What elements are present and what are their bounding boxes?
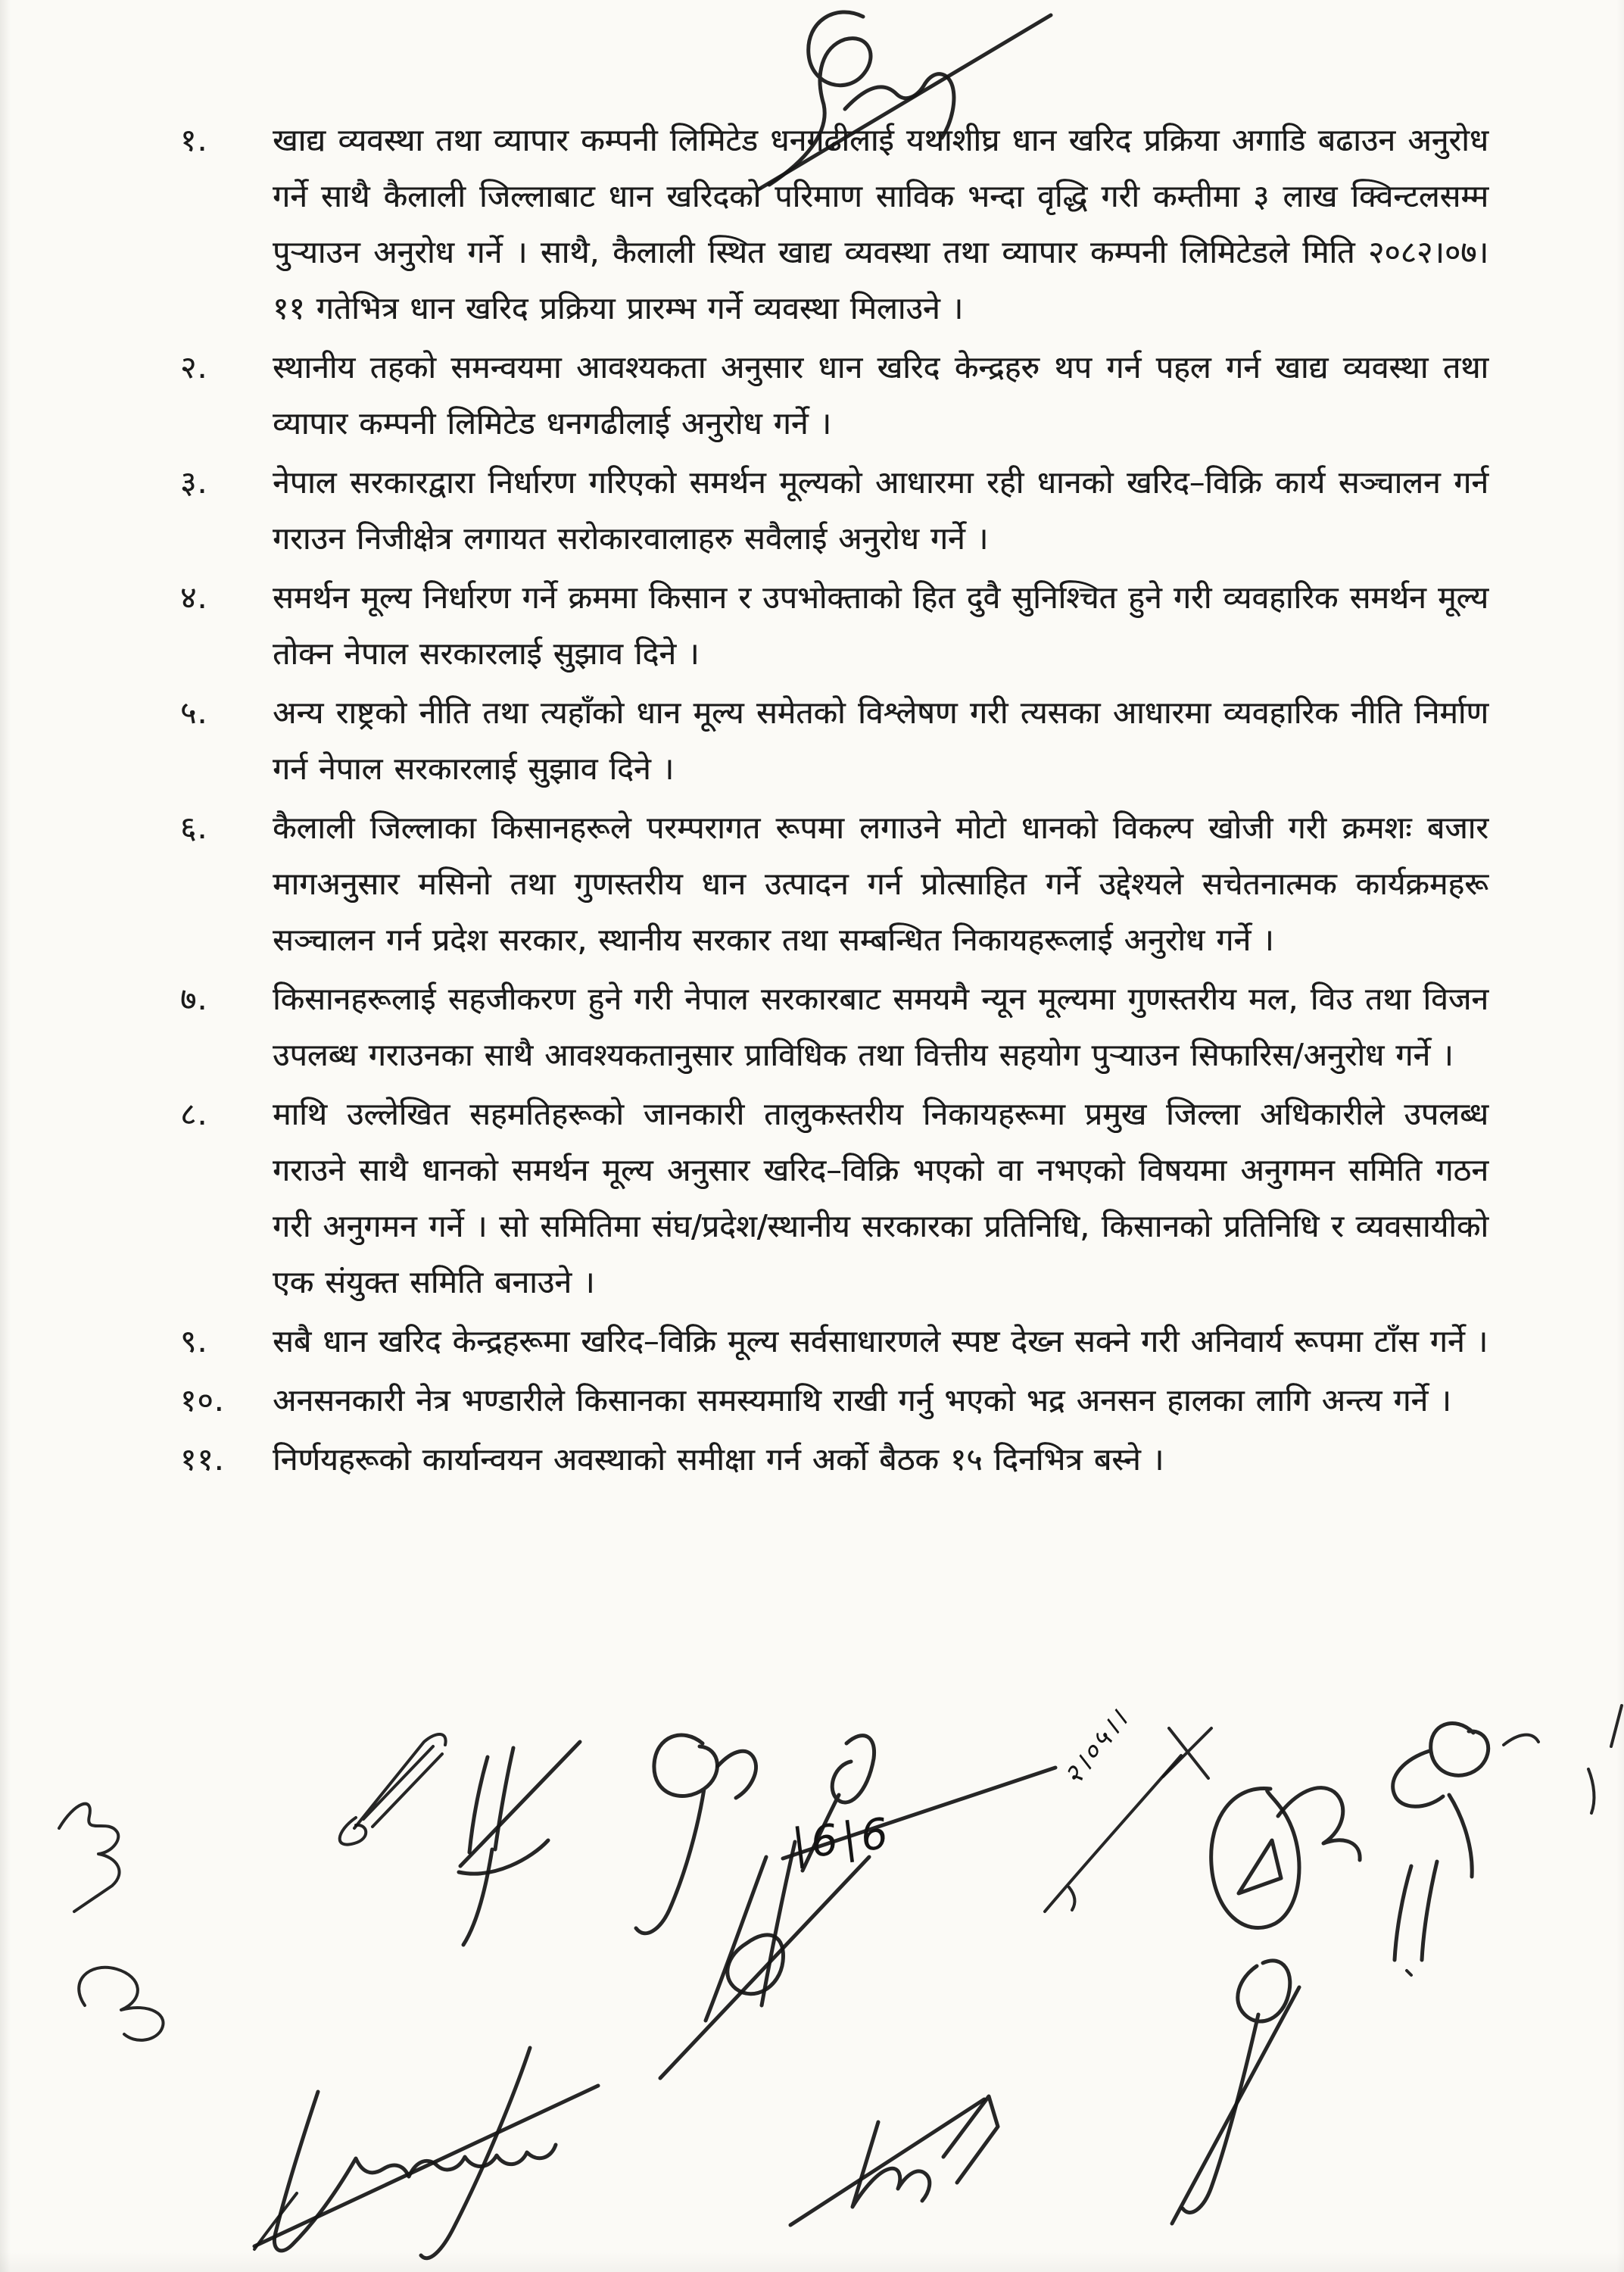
signature-9: [1172, 1961, 1299, 2224]
item-number: ११.: [180, 1441, 225, 1478]
item-text: खाद्य व्यवस्था तथा व्यापार कम्पनी लिमिटेड धनगढीलाई यथाशीघ्र धान खरिद प्रक्रिया अगाडि बढाउन अनुरोध गर्ने साथै कैलाली जिल्लाबाट धान खरिदको परिमाण साविक भन्दा वृद्धि गरी कम्तीमा ३ लाख क्विन्टलसम्म पुऱ्याउन अनुरोध गर्ने । साथै, कैलाली स्थित खाद्य व्यवस्था तथा व्यापार कम्पनी लिमिटेडले मिति २०८२।०७।११ गतेभित्र धान खरिद प्रक्रिया प्रारम्भ गर्ने व्यवस्था मिलाउने ।: [273, 122, 1488, 326]
signature-7: [1045, 1728, 1211, 1912]
item-text: कैलाली जिल्लाका किसानहरूले परम्परागत रूपमा लगाउने मोटो धानको विकल्प खोजी गरी क्रमशः बजार मागअनुसार मसिनो तथा गुणस्तरीय धान उत्पादन गर्न प्रोत्साहित गर्ने उद्देश्यले सचेतनात्मक कार्यक्रमहरू सञ्चालन गर्न प्रदेश सरकार, स्थानीय सरकार तथा सम्बन्धित निकायहरूलाई अनुरोध गर्ने ।: [273, 810, 1488, 958]
agreement-list: [180, 112, 1488, 1490]
list-item: [180, 339, 1488, 451]
signature-3: [459, 1742, 580, 1945]
item-text: स्थानीय तहको समन्वयमा आवश्यकता अनुसार धान खरिद केन्द्रहरु थप गर्न पहल गर्न खाद्य व्यवस्था तथा व्यापार कम्पनी लिमिटेड धनगढीलाई अनुरोध गर्ने ।: [273, 349, 1488, 442]
signature-11: [1395, 1862, 1437, 1975]
signature-6: [783, 1736, 1055, 1871]
item-number: ८.: [180, 1096, 208, 1132]
signature-4: [636, 1735, 756, 1933]
list-item: [180, 1313, 1488, 1369]
item-number: २.: [180, 349, 208, 385]
item-number: ३.: [180, 464, 208, 501]
list-item: [180, 454, 1488, 566]
item-text: माथि उल्लेखित सहमतिहरूको जानकारी तालुकस्तरीय निकायहरूमा प्रमुख जिल्ला अधिकारीले उपलब्ध गराउने साथै धानको समर्थन मूल्य अनुसार खरिद–विक्रि भएको वा नभएको विषयमा अनुगमन समिति गठन गरी अनुगमन गर्ने । सो समितिमा संघ/प्रदेश/स्थानीय सरकारका प्रतिनिधि, किसानको प्रतिनिधि र व्यवसायीको एक संयुक्त समिति बनाउने ।: [273, 1096, 1488, 1300]
handwritten-date-mark-rotated: २।०५।।: [1057, 1702, 1136, 1791]
list-item: [180, 685, 1488, 797]
signature-10: [1393, 1706, 1622, 1877]
list-item: [180, 1372, 1488, 1428]
list-item: [180, 112, 1488, 336]
item-number: १.: [180, 122, 208, 158]
item-number: ९.: [180, 1323, 208, 1359]
item-number: ४.: [180, 579, 208, 616]
item-text: किसानहरूलाई सहजीकरण हुने गरी नेपाल सरकारबाट समयमै न्यून मूल्यमा गुणस्तरीय मल, विउ तथा विजन उपलब्ध गराउनका साथै आवश्यकतानुसार प्राविधिक तथा वित्तीय सहयोग पुऱ्याउन सिफारिस/अनुरोध गर्ने ।: [273, 981, 1488, 1073]
list-item: [180, 570, 1488, 682]
item-number: ७.: [180, 981, 208, 1017]
signature-12: [254, 2048, 598, 2258]
signature-5: [660, 1842, 869, 2078]
item-text: निर्णयहरूको कार्यान्वयन अवस्थाको समीक्षा गर्न अर्को बैठक १५ दिनभित्र बस्ने ।: [273, 1441, 1164, 1478]
list-item: [180, 971, 1488, 1083]
item-number: १०.: [180, 1382, 225, 1418]
signature-2: [340, 1734, 446, 1845]
item-text: समर्थन मूल्य निर्धारण गर्ने क्रममा किसान र उपभोक्ताको हित दुवै सुनिश्चित हुने गरी व्यवहारिक समर्थन मूल्य तोक्न नेपाल सरकारलाई सुझाव दिने ।: [273, 579, 1488, 672]
item-text: नेपाल सरकारद्वारा निर्धारण गरिएको समर्थन मूल्यको आधारमा रही धानको खरिद–विक्रि कार्य सञ्चालन गर्न गराउन निजीक्षेत्र लगायत सरोकारवालाहरु सवैलाई अनुरोध गर्ने ।: [273, 464, 1488, 557]
handwritten-date-mark: |6|6: [789, 1809, 896, 1870]
item-text: अन्य राष्ट्रको नीति तथा त्यहाँको धान मूल्य समेतको विश्लेषण गरी त्यसका आधारमा व्यवहारिक नीति निर्माण गर्न नेपाल सरकारलाई सुझाव दिने ।: [273, 694, 1488, 787]
list-item: [180, 1431, 1488, 1487]
item-text: सबै धान खरिद केन्द्रहरूमा खरिद–विक्रि मूल्य सर्वसाधारणले स्पष्ट देख्न सक्ने गरी अनिवार्य रूपमा टाँस गर्ने ।: [273, 1323, 1488, 1359]
signature-13: [790, 2096, 998, 2225]
item-number: ५.: [180, 694, 208, 731]
list-item: [180, 800, 1488, 968]
signature-8: [1211, 1788, 1360, 1928]
item-number: ६.: [180, 810, 208, 846]
signature-1: [59, 1804, 164, 2040]
list-item: [180, 1086, 1488, 1310]
item-text: अनसनकारी नेत्र भण्डारीले किसानका समस्यमाथि राखी गर्नु भएको भद्र अनसन हालका लागि अन्त्य गर्ने ।: [273, 1382, 1451, 1418]
